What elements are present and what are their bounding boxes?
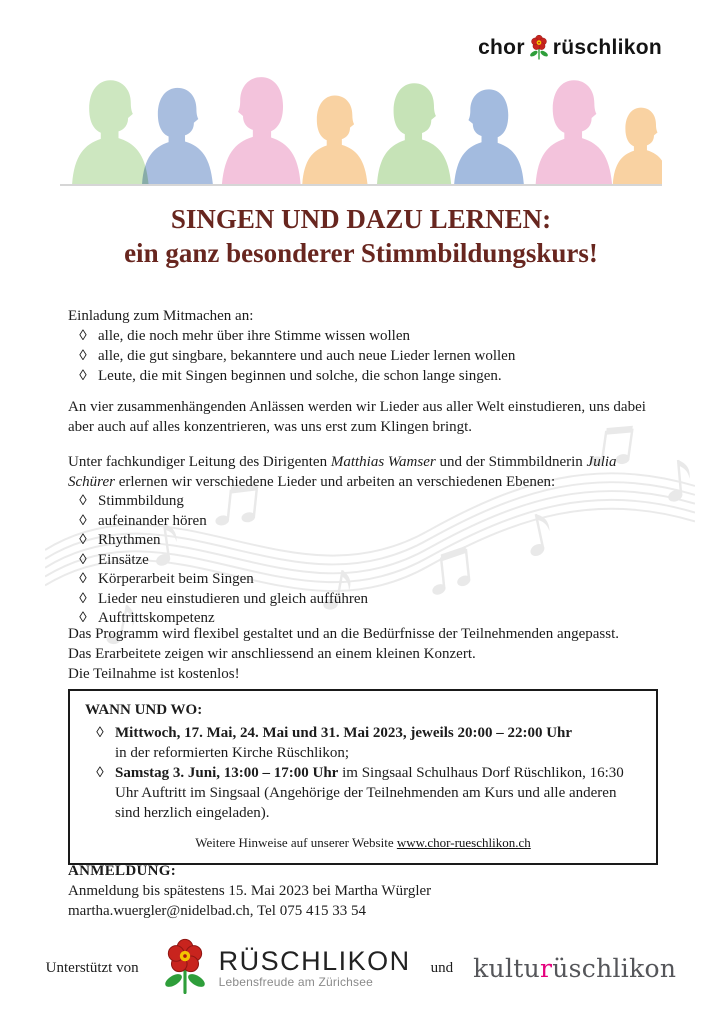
skills-list	[68, 492, 656, 629]
list-item	[68, 346, 656, 366]
leitung-mid: und der Stimmbildnerin	[435, 454, 587, 470]
bullet-text: alle, die noch mehr über ihre Stimme wissen wollen	[98, 328, 411, 344]
bullet-diamond-icon: ◊	[79, 610, 87, 626]
website-line	[85, 833, 641, 853]
anmeldung-contact: martha.wuergler@nidelbad.ch, Tel 075 415 33 54	[68, 903, 366, 919]
rueschlikon-logo	[159, 935, 411, 1001]
dirigent-name: Matthias Wamser	[330, 454, 436, 470]
bullet-diamond-icon: ◊	[79, 348, 87, 364]
program-line: Die Teilnahme ist kostenlos!	[68, 666, 240, 682]
logo-word-rueschlikon: rüschlikon	[552, 36, 662, 59]
bullet-text: aufeinander hören	[98, 512, 207, 529]
date-bold: Samstag 3. Juni, 13:00 – 17:00 Uhr	[115, 765, 339, 781]
list-item	[68, 590, 656, 610]
list-item	[68, 492, 656, 512]
bullet-text: Rhythmen	[98, 532, 161, 548]
leitung-post: erlernen wir verschiedene Lieder und arbeiten an verschiedenen Ebenen:	[114, 474, 556, 490]
singers-silhouettes	[60, 70, 662, 186]
bullet-diamond-icon: ◊	[79, 551, 87, 568]
website-link[interactable]: www.chor-rueschlikon.ch	[396, 835, 531, 850]
intro-section	[68, 306, 656, 386]
list-item	[68, 551, 656, 571]
bullet-diamond-icon: ◊	[96, 765, 104, 781]
anmeldung-line1: Anmeldung bis spätestens 15. Mai 2023 bei Martha Würgler	[68, 883, 432, 899]
program-section	[68, 624, 656, 684]
bullet-diamond-icon: ◊	[79, 328, 87, 344]
date-item-text	[115, 723, 641, 763]
list-item	[68, 366, 656, 386]
box-heading: WANN UND WO:	[85, 702, 203, 718]
flower-icon	[526, 34, 552, 62]
anmeldung-heading: ANMELDUNG:	[68, 863, 176, 879]
chor-rueschlikon-logo	[478, 34, 662, 62]
bullet-diamond-icon: ◊	[79, 493, 87, 509]
bullet-text: Körperarbeit beim Singen	[98, 571, 254, 587]
list-item	[68, 570, 656, 590]
supported-by-label: Unterstützt von	[45, 959, 139, 976]
logo-word-chor: chor	[478, 36, 525, 59]
intro-heading: Einladung zum Mitmachen an:	[68, 308, 254, 324]
bullet-text: Einsätze	[98, 551, 149, 568]
title-line2: ein ganz besonderer Stimmbildungskurs!	[124, 238, 598, 268]
paragraph-anlaesse	[68, 397, 656, 437]
bullet-text: Lieder neu einstudieren und gleich aufführen	[98, 590, 369, 607]
bullet-diamond-icon: ◊	[79, 512, 87, 529]
date-item-text	[115, 763, 641, 823]
footer-sponsors	[0, 928, 722, 1008]
wann-und-wo-box	[68, 689, 658, 865]
title-line1: SINGEN UND DAZU LERNEN:	[170, 204, 552, 234]
leitung-section	[68, 452, 656, 629]
date-rest: in der reformierten Kirche Rüschlikon;	[115, 745, 350, 761]
date-item-samstag	[85, 763, 641, 823]
bullet-diamond-icon: ◊	[79, 532, 87, 548]
page-title	[0, 202, 722, 270]
kultur-r-accent: r	[540, 953, 553, 983]
paragraph-text: An vier zusammenhängenden Anlässen werden wir Lieder aus aller Welt einstudieren, uns dabei aber auch auf alles konzentrieren, was uns erst zum Klingen bringt.	[68, 399, 646, 435]
flower-icon	[159, 935, 211, 1001]
program-line: Das Erarbeitete zeigen wir anschliessend an einem kleinen Konzert.	[68, 646, 476, 662]
date-item-mittwoch	[85, 723, 641, 763]
date-bold: Mittwoch, 17. Mai, 24. Mai und 31. Mai 2023, jeweils 20:00 – 22:00 Uhr	[115, 725, 573, 741]
list-item	[68, 512, 656, 532]
stimmbildnerin-name: Julia Schürer	[68, 454, 617, 490]
kultur-rueschlikon-logo	[473, 954, 676, 983]
rueschlikon-name: RÜSCHLIKON	[218, 946, 411, 976]
list-item	[68, 326, 656, 346]
rueschlikon-tagline: Lebensfreude am Zürichsee	[218, 975, 373, 989]
leitung-pre: Unter fachkundiger Leitung des Dirigenten	[68, 454, 331, 470]
bullet-text: Stimmbildung	[98, 493, 184, 509]
bullet-diamond-icon: ◊	[79, 590, 87, 607]
program-line: Das Programm wird flexibel gestaltet und an die Bedürfnisse der Teilnehmenden angepasst.	[68, 626, 620, 642]
bullet-diamond-icon: ◊	[79, 571, 87, 587]
leitung-paragraph	[68, 452, 656, 492]
bullet-text: Auftrittskompetenz	[98, 610, 215, 626]
rueschlikon-wordmark	[219, 947, 411, 989]
kultur-part2: üschlikon	[552, 953, 677, 983]
list-item	[68, 531, 656, 551]
und-label: und	[430, 959, 454, 976]
bullet-text: alle, die gut singbare, bekanntere und auch neue Lieder lernen wollen	[98, 348, 516, 364]
anmeldung-section	[68, 861, 656, 921]
date-rest: im Singsaal Schulhaus Dorf Rüschlikon, 16:30 Uhr Auftritt im Singsaal (Angehörige der Teilnehmenden am Kurs und alle anderen sind herzlich eingeladen).	[115, 765, 624, 821]
kultur-part1: kultu	[473, 953, 541, 983]
bullet-text: Leute, die mit Singen beginnen und solche, die schon lange singen.	[98, 368, 502, 384]
bullet-diamond-icon: ◊	[79, 368, 87, 384]
bullet-diamond-icon: ◊	[96, 725, 104, 741]
singers-silhouettes-art	[60, 70, 662, 184]
website-text: Weitere Hinweise auf unserer Website	[195, 835, 397, 850]
